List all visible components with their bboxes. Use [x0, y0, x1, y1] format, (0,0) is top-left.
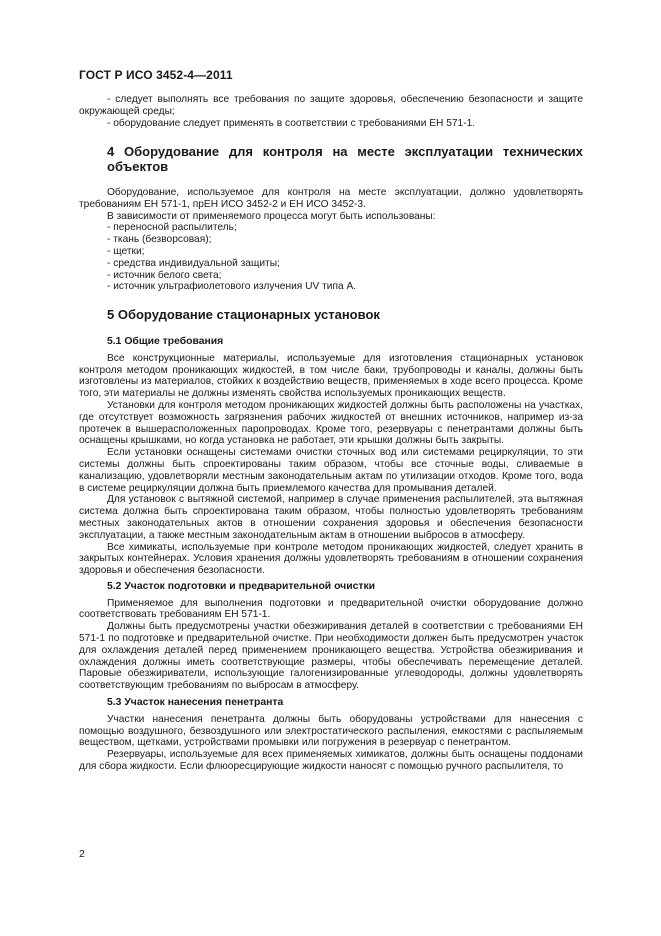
paragraph: Должны быть предусмотрены участки обезжиривания деталей в соответствии с требованиями ЕН 571-1 по подготовке и предварительной очистке. При необходимости должен быть предусмотрен участок для охлаждения деталей перед применением проникающего вещества. Устройства обезжиривания и охлаждения должны иметь соответствующие размеры, чтобы обеспечивать перемещение деталей. Паровые обезжириватели, использующие галогенизированные углеводороды, должны удовлетворять соответствующим требованиям по выбросам в атмосферу.	[79, 621, 583, 692]
section-5-heading: 5 Оборудование стационарных установок	[107, 307, 380, 323]
list-item: - источник белого света;	[107, 269, 222, 281]
paragraph: Если установки оснащены системами очистки сточных вод или системами рециркуляции, то эти системы должны быть спроектированы таким образом, чтобы все сточные воды, сливаемые в канализацию, удовлетворяли местным законодательным актам по утилизации отходов. Кроме того, вода в системе рециркуляции должна быть приемлемого качества для промывания деталей.	[79, 447, 583, 494]
subsection-5-2-heading: 5.2 Участок подготовки и предварительной очистки	[107, 580, 376, 592]
page-number: 2	[79, 848, 85, 860]
list-item: - переносной распылитель;	[107, 222, 237, 234]
list-item: - щетки;	[107, 245, 145, 257]
subsection-5-3-heading: 5.3 Участок нанесения пенетранта	[107, 697, 284, 709]
paragraph: Все конструкционные материалы, используемые для изготовления стационарных установок контроля методом проникающих жидкостей, в том числе баки, трубопроводы и каналы, должны быть изготовлены из материалов, стойких к воздействию веществ, применяемых в ходе всего процесса. Кроме того, эти материалы не должны изменять свойства используемых проникающих веществ.	[79, 352, 583, 400]
list-item: - источник ультрафиолетового излучения UV типа А.	[107, 281, 357, 293]
paragraph: Для установок с вытяжной системой, например в случае применения распылителей, эта вытяжная система должна быть спроектирована таким образом, чтобы полностью удовлетворять требованиям местных законодательных актов в отношении сохранения здоровья и обеспечения безопасности эксплуатации, а также местным законодательным актам в отношении выбросов в атмосферу.	[79, 494, 583, 541]
subsection-5-1-heading: 5.1 Общие требования	[107, 335, 224, 347]
intro-item: - следует выполнять все требования по защите здоровья, обеспечению безопасности и защите окружающей среды;	[79, 94, 583, 117]
paragraph: Все химикаты, используемые при контроле методом проникающих жидкостей, следует хранить в закрытых контейнерах. Условия хранения должны удовлетворять требованиям в отношении сохранения здоровья и обеспечения безопасности.	[79, 541, 583, 577]
list-item: - средства индивидуальной защиты;	[107, 257, 280, 269]
paragraph: Оборудование, используемое для контроля на месте эксплуатации, должно удовлетворять требованиям ЕН 571-1, прЕН ИСО 3452-2 и ЕН ИСО 3452-3.	[79, 186, 583, 210]
list-intro: В зависимости от применяемого процесса могут быть использованы:	[107, 210, 436, 222]
intro-item: - оборудование следует применять в соответствии с требованиями ЕН 571-1.	[107, 117, 476, 129]
paragraph: Применяемое для выполнения подготовки и предварительной очистки оборудование должно соответствовать требованиям ЕН 571-1.	[79, 597, 583, 621]
paragraph: Установки для контроля методом проникающих жидкостей должны быть расположены на участках, где отсутствует возможность загрязнения рабочих жидкостей от внешних источников, например из-за протечек в вышерасположенных паропроводах. Кроме того, резервуары с пенетрантами должны быть оснащены крышками, но когда установка не работает, эти крышки должны быть закрыты.	[79, 399, 583, 447]
list-item: - ткань (безворсовая);	[107, 234, 212, 246]
paragraph: Участки нанесения пенетранта должны быть оборудованы устройствами для нанесения с помощью воздушного, безвоздушного или электростатического распыления, емкостями с распыляемым веществом, щетками, устройствами промывки или погружения в резервуар с пенетрантом.	[79, 713, 583, 749]
section-4-heading: 4 Оборудование для контроля на месте эксплуатации технических объектов	[107, 144, 583, 175]
document-header: ГОСТ Р ИСО 3452-4—2011	[79, 68, 233, 82]
paragraph: Резервуары, используемые для всех применяемых химикатов, должны быть оснащены поддонами для сбора жидкости. Если флюоресцирующие жидкости наносят с помощью ручного распылителя, то	[79, 749, 583, 773]
document-body	[79, 94, 583, 773]
